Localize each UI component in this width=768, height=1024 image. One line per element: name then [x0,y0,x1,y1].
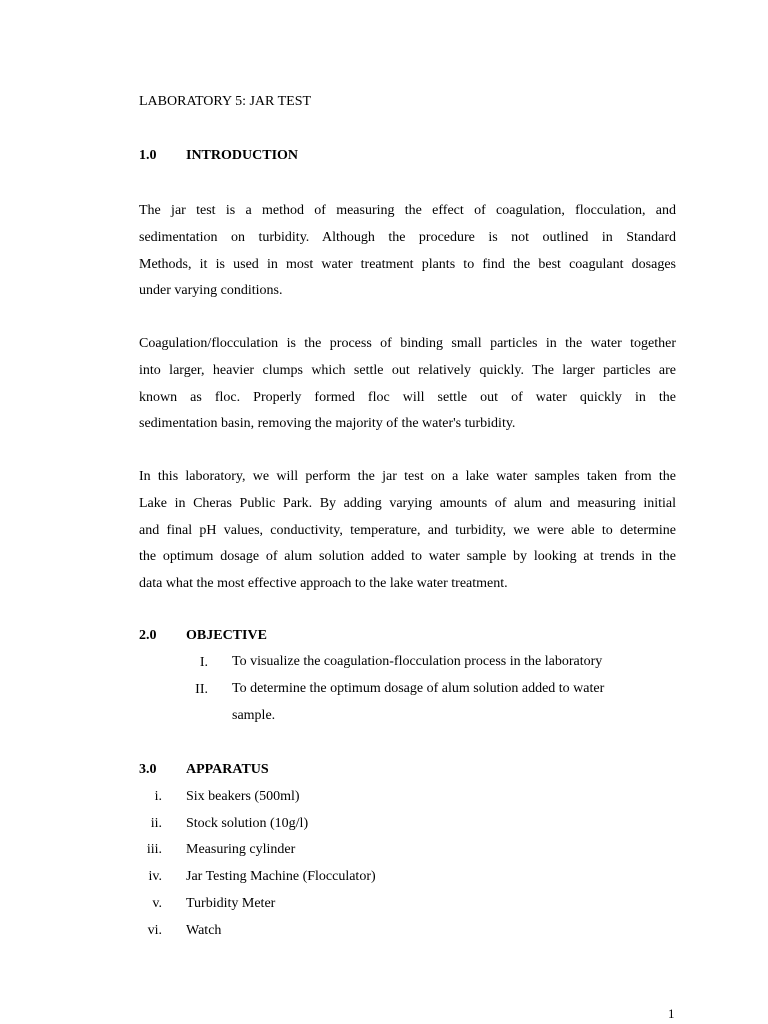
apparatus-numeral: iv. [148,869,162,884]
paragraph-line: into larger, heavier clumps which settle out relatively quickly. The larger particles are [139,362,676,378]
paragraph-line: data what the most effective approach to the lake water treatment. [139,576,508,592]
apparatus-numeral: v. [152,896,162,911]
paragraph-line: Coagulation/flocculation is the process of binding small particles in the water together [139,336,676,351]
apparatus-numeral: i. [154,789,162,804]
apparatus-item-text: Stock solution (10g/l) [186,816,309,831]
paragraph-line: and final pH values, conductivity, temperature, and turbidity, we were able to determine [139,522,676,538]
apparatus-item-text: Six beakers (500ml) [186,789,300,804]
section-title: INTRODUCTION [186,148,299,163]
objective-item-text: To visualize the coagulation-flocculation process in the laboratory [232,654,603,669]
objective-item-text: sample. [232,708,276,723]
section-title: APPARATUS [186,762,269,777]
paragraph-line: sedimentation on turbidity. Although the procedure is not outlined in Standard [139,229,676,245]
objective-numeral: I. [199,655,208,670]
section-title: OBJECTIVE [186,628,267,643]
objective-numeral: II. [195,682,208,697]
apparatus-item-text: Measuring cylinder [186,842,296,857]
paragraph-line: the optimum dosage of alum solution added to water sample by looking at trends in the [139,549,676,565]
paragraph-line: Lake in Cheras Public Park. By adding varying amounts of alum and measuring initial [139,495,676,511]
intro-paragraph-1 [139,198,676,305]
apparatus-item-text: Turbidity Meter [186,896,276,911]
section-number: 3.0 [139,762,157,777]
section-heading-introduction [139,148,298,164]
section-heading-objective [139,628,267,644]
apparatus-numeral: ii. [150,816,162,831]
apparatus-numeral: iii. [146,842,162,857]
paragraph-line: In this laboratory, we will perform the jar test on a lake water samples taken from the [139,469,676,484]
document-title: LABORATORY 5: JAR TEST [139,94,312,109]
paragraph-line: The jar test is a method of measuring the effect of coagulation, flocculation, and [139,203,676,218]
section-heading-apparatus [139,762,269,778]
intro-paragraph-2 [139,331,676,438]
section-number: 2.0 [139,628,157,643]
objective-item-text: To determine the optimum dosage of alum solution added to water [232,681,605,696]
paragraph-line: under varying conditions. [139,283,283,299]
intro-paragraph-3 [139,464,676,598]
paragraph-line: sedimentation basin, removing the majority of the water's turbidity. [139,416,516,432]
apparatus-item-text: Watch [186,923,222,938]
paragraph-line: Methods, it is used in most water treatment plants to find the best coagulant dosages [139,256,676,272]
apparatus-item-text: Jar Testing Machine (Flocculator) [186,869,376,884]
section-number: 1.0 [139,148,157,163]
apparatus-numeral: vi. [147,923,162,938]
page-number: 1 [668,1006,675,1021]
paragraph-line: known as floc. Properly formed floc will settle out of water quickly in the [139,389,676,405]
